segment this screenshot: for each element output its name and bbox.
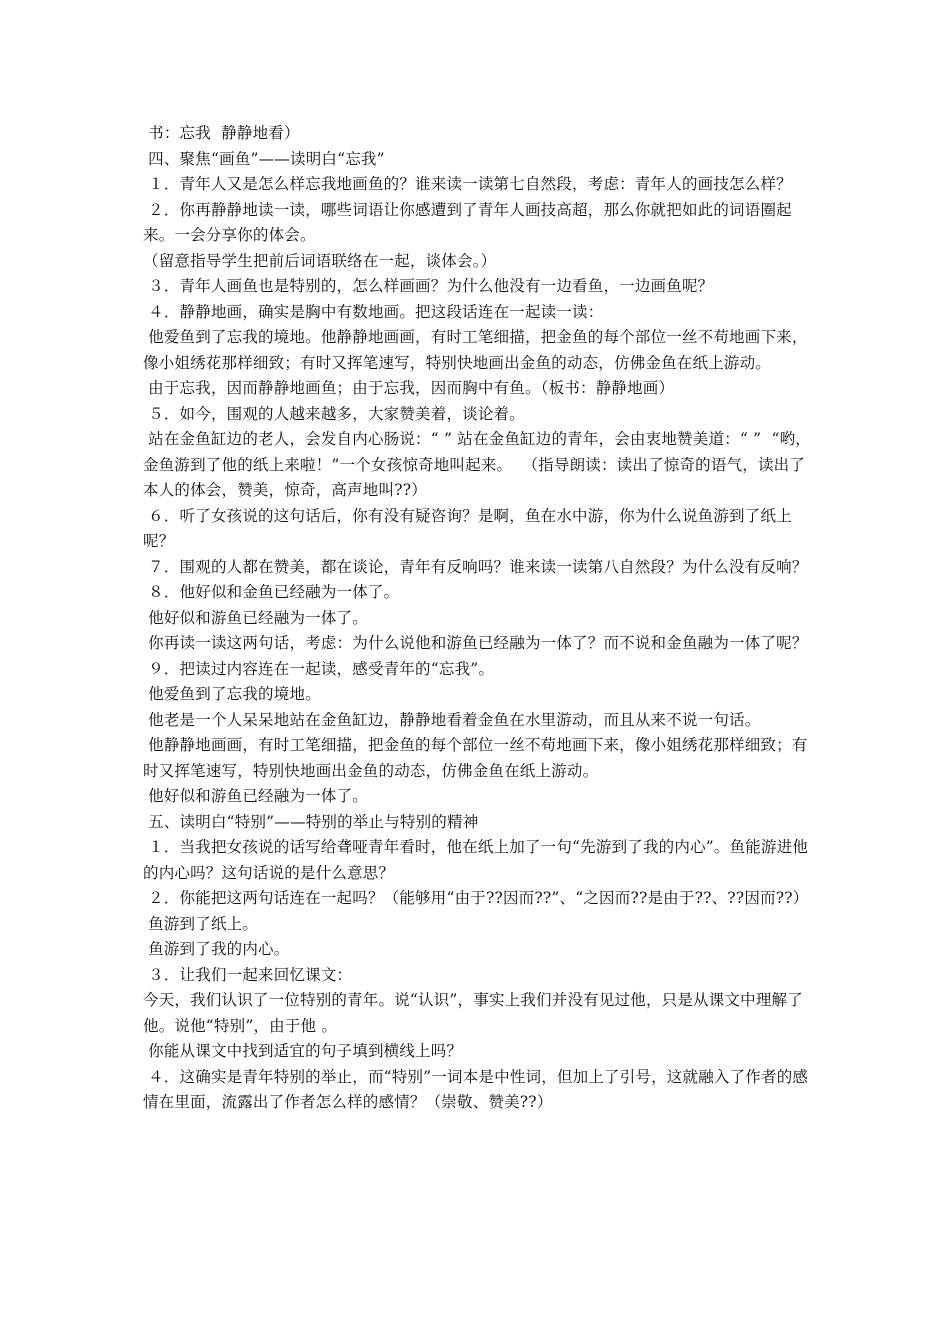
paragraph: 由于忘我，因而静静地画鱼；由于忘我，因而胸中有鱼。（板书：静静地画） [143,379,675,397]
paragraph: ３．让我们一起来回忆课文： [143,965,353,984]
paragraph: １．青年人又是怎么样忘我地画鱼的？谁来读一读第七自然段，考虑：青年人的画技怎么样？ [143,175,792,193]
paragraph: ２．你再静静地读一读，哪些词语让你感遭到了青年人画技高超，那么你就把如此的词语圈起来。一会分享你的体会。 [143,200,792,244]
paragraph: （留意指导学生把前后词语联络在一起，谈体会。） [143,251,497,270]
paragraph: ２．你能把这两句话连在一起吗？（能够用“由于??因而??”、“之因而??是由于??、??因而??） [143,889,809,907]
paragraph: 他爱鱼到了忘我的境地。他静静地画画，有时工笔细描，把金鱼的每个部位一丝不苟地画下来，像小姐绣花那样细致；有时又挥笔速写，特别快地画出金鱼的动态，仿佛金鱼在纸上游动。 [143,328,808,372]
paragraph: 你能从课文中找到适宜的句子填到横线上吗？ [143,1042,463,1060]
paragraph: ５．如今，围观的人越来越多，大家赞美着，谈论着。 [143,404,525,423]
paragraph: ６．听了女孩说的这句话后，你有没有疑咨询？是啊，鱼在水中游，你为什么说鱼游到了纸上呢？ [143,506,792,550]
paragraph: 他老是一个人呆呆地站在金鱼缸边，静静地看着金鱼在水里游动，而且从来不说一句话。 [143,710,761,729]
paragraph: 他爱鱼到了忘我的境地。 [143,685,321,703]
paragraph: ４．这确实是青年特别的举止，而“特别”一词本是中性词，但加上了引号，这就融入了作者的感情在里面，流露出了作者怎么样的感情？（崇敬、赞美??） [143,1067,809,1111]
paragraph: ３．青年人画鱼也是特别的，怎么样画画？为什么他没有一边看鱼，一边画鱼呢？ [143,277,714,295]
paragraph: ８．他好似和金鱼已经融为一体了。 [143,583,400,601]
paragraph: 今天，我们认识了一位特别的青年。说“认识”，事实上我们并没有见过他，只是从课文中理解了他。说他“特别”，由于他 。 [143,991,803,1035]
paragraph: 鱼游到了我的内心。 [143,940,290,958]
paragraph: １．当我把女孩说的话写给聋哑青年看时，他在纸上加了一句“先游到了我的内心”。鱼能游进他的内心吗？这句话说的是什么意思？ [143,838,809,882]
paragraph: ９．把读过内容连在一起读，感受青年的“忘我”。 [143,659,495,678]
paragraph: 鱼游到了纸上。 [143,914,259,933]
paragraph: 你再读一读这两句话，考虑：为什么说他和游鱼已经融为一体了？而不说和金鱼融为一体了呢？ [143,634,808,652]
paragraph: 书：忘我 静静地看） [143,124,300,142]
paragraph: 他好似和游鱼已经融为一体了。 [143,608,368,627]
paragraph: 他好似和游鱼已经融为一体了。 [143,787,368,805]
paragraph: 他静静地画画，有时工笔细描，把金鱼的每个部位一丝不苟地画下来，像小姐绣花那样细致；有时又挥笔速写，特别快地画出金鱼的动态，仿佛金鱼在纸上游动。 [143,736,808,780]
paragraph: ４．静静地画，确实是胸中有数地画。把这段话连在一起读一读： [143,302,604,321]
section-heading: 四、聚焦“画鱼”——读明白“忘我” [143,149,385,168]
document-body [143,121,813,1116]
paragraph: 站在金鱼缸边的老人，会发自内心肠说：“ ” 站在金鱼缸边的青年，会由衷地赞美道：“ ” “哟，金鱼游到了他的纸上来啦！”一个女孩惊奇地叫起来。 （指导朗读：读出了惊奇的语气，读出了本人的体会，赞美，惊奇，高声地叫??） [143,430,811,499]
section-heading: 五、读明白“特别”——特别的举止与特别的精神 [143,812,479,831]
paragraph: ７．围观的人都在赞美，都在谈论，青年有反响吗？谁来读一读第八自然段？为什么没有反响？ [143,557,808,576]
